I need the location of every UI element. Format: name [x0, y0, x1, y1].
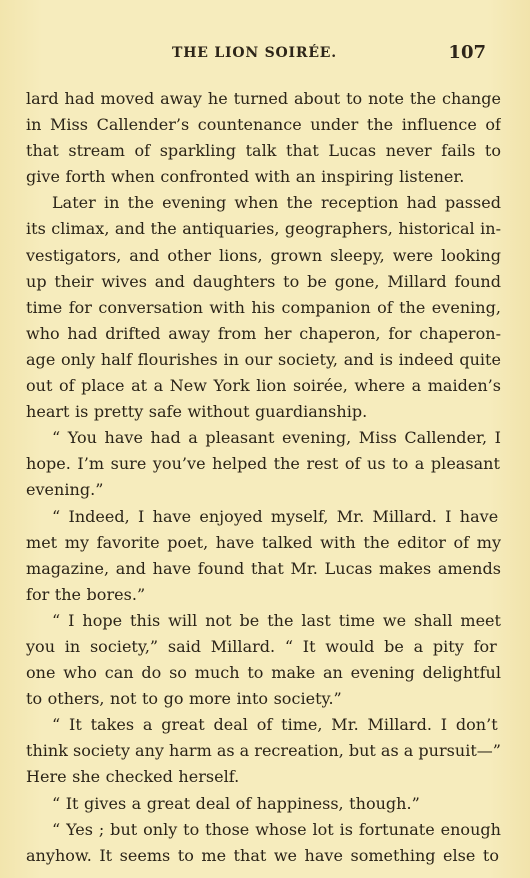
text-line: “ It gives a great deal of happiness, though.”	[52, 793, 420, 813]
text-line: one who can do so much to make an evening delightful	[26, 663, 501, 683]
text-line: give forth when confronted with an inspiring listener.	[26, 167, 465, 187]
text-line: its climax, and the antiquaries, geographers, historical in-	[26, 219, 501, 239]
text-line: magazine, and have found that Mr. Lucas makes amends	[26, 558, 501, 578]
text-line: in Miss Callender’s countenance under the influence of	[26, 115, 501, 135]
text-line: “ You have had a pleasant evening, Miss Callender, I	[52, 428, 501, 448]
text-line: time for conversation with his companion of the evening,	[26, 297, 501, 317]
text-line: Later in the evening when the reception had passed	[52, 193, 501, 213]
text-line: who had drifted away from her chaperon, for chaperon-	[26, 323, 501, 343]
page-header	[26, 0, 501, 70]
text-line: anyhow. It seems to me that we have something else to	[26, 845, 499, 865]
text-line: “ It takes a great deal of time, Mr. Millard. I don’t	[52, 715, 498, 735]
running-title: THE LION SOIRÉE.	[172, 45, 337, 61]
text-line: lard had moved away he turned about to note the change	[26, 89, 501, 108]
text-line: vestigators, and other lions, grown sleepy, were looking	[26, 245, 501, 265]
text-line: out of place at a New York lion soirée, where a maiden’s	[26, 376, 501, 396]
page-number: 107	[448, 42, 486, 63]
text-line: you in society,” said Millard. “ It would be a pity for	[26, 636, 497, 656]
text-line: “ I hope this will not be the last time we shall meet	[52, 610, 501, 630]
text-line: “ Yes ; but only to those whose lot is fortunate enough	[52, 819, 501, 839]
text-line: think society any harm as a recreation, but as a pursuit—”	[26, 741, 501, 761]
text-line: Here she checked herself.	[26, 767, 240, 787]
text-line: that stream of sparkling talk that Lucas never fails to	[26, 141, 501, 161]
text-line: evening.”	[26, 480, 104, 500]
text-line: for the bores.”	[26, 584, 146, 604]
body-text	[26, 70, 501, 869]
text-line: heart is pretty safe without guardianship.	[26, 402, 368, 422]
text-line: met my favorite poet, have talked with the editor of my	[26, 532, 501, 552]
text-line: hope. I’m sure you’ve helped the rest of us to a pleasant	[26, 454, 500, 474]
text-line: up their wives and daughters to be gone, Millard found	[26, 271, 501, 291]
text-line: “ Indeed, I have enjoyed myself, Mr. Millard. I have	[52, 506, 499, 526]
text-line: to others, not to go more into society.”	[26, 689, 342, 709]
text-line: age only half flourishes in our society, and is indeed quite	[26, 349, 501, 369]
